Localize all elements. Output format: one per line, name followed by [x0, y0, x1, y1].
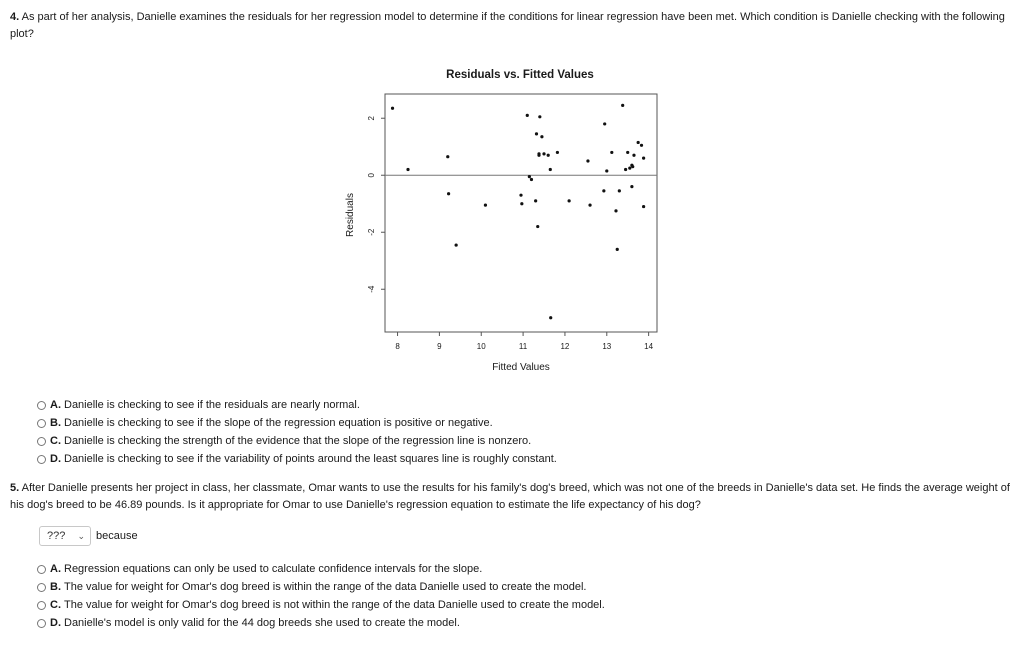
chart-title: Residuals vs. Fitted Values — [446, 69, 594, 81]
q4-option-c[interactable] — [37, 432, 557, 450]
option-letter: C. — [50, 435, 61, 447]
option-letter: A. — [50, 563, 61, 575]
y-tick-label: 2 — [367, 116, 376, 121]
option-text: Danielle is checking to see if the variability of points around the least squares line is roughly constant. — [64, 453, 557, 465]
data-point — [447, 192, 450, 195]
x-tick-label: 12 — [560, 342, 570, 351]
radio-button[interactable] — [37, 583, 46, 592]
data-point — [624, 168, 627, 171]
option-text: The value for weight for Omar's dog breed is not within the range of the data Danielle used to create the model. — [64, 599, 605, 611]
radio-button[interactable] — [37, 565, 46, 574]
data-point — [605, 169, 608, 172]
y-tick-label: 0 — [367, 173, 376, 178]
data-point — [610, 151, 613, 154]
q4-option-b[interactable] — [37, 414, 557, 432]
question-5-text — [10, 480, 1010, 514]
radio-button[interactable] — [37, 419, 46, 428]
answer-select-row — [39, 526, 138, 546]
q5-option-d[interactable] — [37, 614, 605, 632]
option-letter: B. — [50, 417, 61, 429]
chevron-down-icon: ⌄ — [77, 530, 85, 541]
radio-button[interactable] — [37, 455, 46, 464]
data-point — [642, 205, 645, 208]
option-letter: B. — [50, 581, 61, 593]
option-letter: D. — [50, 617, 61, 629]
y-axis-ticks — [367, 115, 385, 292]
data-point — [640, 144, 643, 147]
question-5-body: After Danielle presents her project in class, her classmate, Omar wants to use the results for his family's dog's breed, which was not one of the breeds in Danielle's data set. He finds the average weight of his dog's breed to be 46.89 pounds. Is it appropriate for Omar to use Danielle's regression equation to estimate the life expectancy of his dog? — [10, 482, 1010, 511]
option-letter: D. — [50, 453, 61, 465]
x-axis-label: Fitted Values — [492, 362, 550, 373]
data-point — [586, 159, 589, 162]
q5-option-a[interactable] — [37, 560, 605, 578]
data-point — [568, 199, 571, 202]
x-axis-ticks — [395, 332, 653, 351]
option-text: Danielle is checking to see if the slope of the regression equation is positive or negative. — [64, 417, 493, 429]
data-point — [391, 107, 394, 110]
radio-button[interactable] — [37, 401, 46, 410]
data-point — [632, 154, 635, 157]
data-point — [538, 115, 541, 118]
question-4-number: 4. — [10, 11, 20, 23]
answer-dropdown[interactable] — [39, 526, 91, 546]
data-point — [616, 248, 619, 251]
data-point — [406, 168, 409, 171]
x-tick-label: 10 — [476, 342, 486, 351]
radio-button[interactable] — [37, 437, 46, 446]
data-point — [540, 135, 543, 138]
q5-option-b[interactable] — [37, 578, 605, 596]
question-5-options — [37, 560, 605, 632]
data-point — [528, 175, 531, 178]
y-axis-label: Residuals — [345, 193, 356, 237]
data-point — [602, 189, 605, 192]
data-point — [549, 168, 552, 171]
data-point — [603, 122, 606, 125]
question-4-options — [37, 396, 557, 468]
option-text: Regression equations can only be used to calculate confidence intervals for the slope. — [64, 563, 483, 575]
data-point — [537, 152, 540, 155]
x-tick-label: 8 — [395, 342, 400, 351]
because-label: because — [96, 530, 138, 542]
option-text: The value for weight for Omar's dog breed is within the range of the data Danielle used to create the model. — [64, 581, 587, 593]
data-point — [614, 209, 617, 212]
x-tick-label: 13 — [602, 342, 612, 351]
data-point — [628, 167, 631, 170]
data-point — [534, 199, 537, 202]
question-4-body: As part of her analysis, Danielle examines the residuals for her regression model to determine if the conditions for linear regression have been met. Which condition is Danielle checking with the following plot? — [10, 11, 1005, 40]
plot-frame — [385, 94, 657, 332]
data-point — [637, 141, 640, 144]
data-point — [446, 155, 449, 158]
data-point — [630, 185, 633, 188]
y-tick-label: -2 — [367, 228, 376, 236]
x-tick-label: 9 — [437, 342, 442, 351]
data-point — [588, 204, 591, 207]
data-point — [455, 243, 458, 246]
data-point — [621, 104, 624, 107]
data-point — [547, 154, 550, 157]
x-tick-label: 14 — [644, 342, 654, 351]
data-point — [618, 189, 621, 192]
data-point — [626, 151, 629, 154]
option-letter: C. — [50, 599, 61, 611]
option-letter: A. — [50, 399, 61, 411]
question-5-number: 5. — [10, 482, 20, 494]
x-tick-label: 11 — [518, 342, 528, 351]
dropdown-value: ??? — [47, 530, 66, 542]
option-text: Danielle's model is only valid for the 44 dog breeds she used to create the model. — [64, 617, 460, 629]
data-point — [526, 114, 529, 117]
data-points — [391, 104, 645, 320]
q4-option-d[interactable] — [37, 450, 557, 468]
data-point — [549, 316, 552, 319]
q5-option-c[interactable] — [37, 596, 605, 614]
y-tick-label: -4 — [367, 285, 376, 293]
q4-option-a[interactable] — [37, 396, 557, 414]
data-point — [642, 157, 645, 160]
option-text: Danielle is checking to see if the residuals are nearly normal. — [64, 399, 360, 411]
data-point — [530, 178, 533, 181]
data-point — [631, 165, 634, 168]
data-point — [535, 132, 538, 135]
data-point — [484, 204, 487, 207]
data-point — [519, 194, 522, 197]
data-point — [520, 202, 523, 205]
radio-button[interactable] — [37, 601, 46, 610]
data-point — [536, 225, 539, 228]
data-point — [542, 152, 545, 155]
option-text: Danielle is checking the strength of the evidence that the slope of the regression line is nonzero. — [64, 435, 532, 447]
radio-button[interactable] — [37, 619, 46, 628]
data-point — [556, 151, 559, 154]
